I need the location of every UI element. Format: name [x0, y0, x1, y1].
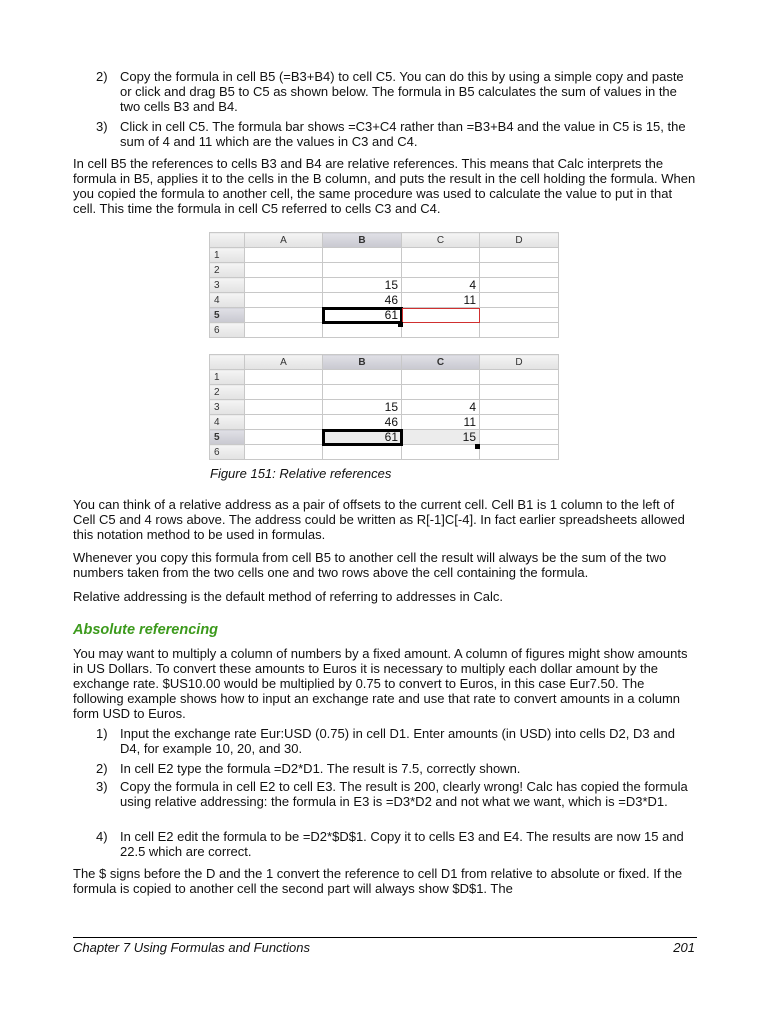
cell-a3[interactable] — [245, 278, 323, 293]
footer-chapter: Chapter 7 Using Formulas and Functions — [73, 940, 311, 955]
column-header-a[interactable]: A — [245, 355, 323, 370]
cell-b3[interactable]: 15 — [323, 400, 402, 415]
fill-handle — [475, 444, 480, 449]
column-header-d[interactable]: D — [480, 355, 559, 370]
row-header-6[interactable]: 6 — [210, 445, 245, 460]
paragraph: You can think of a relative address as a pair of offsets to the current cell. Cell B1 is 1 column to the left of Cell C5 and 4 rows above. The address could be written as R[-1]C[-4]. In fact earlier spreadsheets allowed this notation method to be used in formulas. — [73, 497, 685, 542]
corner-cell[interactable] — [210, 355, 245, 370]
cell-a4[interactable] — [245, 293, 323, 308]
paragraph: Relative addressing is the default method of referring to addresses in Calc. — [73, 589, 503, 604]
paragraph: You may want to multiply a column of numbers by a fixed amount. A column of figures might show amounts in US Dollars. To convert these amounts to Euros it is necessary to multiply each dollar amount by the exchange rate. $US10.00 would be multiplied by 0.75 to convert to Euros, in this case Eur7.50. The following example shows how to input an exchange rate and use that rate to convert amounts in a column form USD to Euros. — [73, 646, 688, 721]
table-row — [210, 278, 559, 293]
cell-a1[interactable] — [245, 370, 323, 385]
row-header-4[interactable]: 4 — [210, 415, 245, 430]
row-header-3[interactable]: 3 — [210, 278, 245, 293]
row-header-5[interactable]: 5 — [210, 308, 245, 323]
list-item — [96, 69, 696, 114]
cell-c2[interactable] — [402, 385, 480, 400]
row-header-2[interactable]: 2 — [210, 263, 245, 278]
table-row — [210, 430, 559, 445]
cell-c6[interactable] — [402, 323, 480, 338]
list-text: Copy the formula in cell B5 (=B3+B4) to cell C5. You can do this by using a simple copy and paste or click and drag B5 to C5 as shown below. The formula in B5 calculates the sum of values in the two cells B3 and B4. — [120, 69, 684, 114]
cell-d1[interactable] — [480, 248, 559, 263]
footer-divider — [73, 937, 697, 938]
cell-d3[interactable] — [480, 278, 559, 293]
figure-caption: Figure 151: Relative references — [210, 466, 392, 481]
cell-c3[interactable]: 4 — [402, 278, 480, 293]
column-header-b[interactable]: B — [323, 233, 402, 248]
cell-c5[interactable] — [402, 308, 480, 323]
table-row — [210, 323, 559, 338]
list-text: In cell E2 type the formula =D2*D1. The result is 7.5, correctly shown. — [120, 761, 521, 776]
list-number: 2) — [96, 761, 108, 776]
cell-a1[interactable] — [245, 248, 323, 263]
cell-d4[interactable] — [480, 415, 559, 430]
cell-c1[interactable] — [402, 248, 480, 263]
cell-b2[interactable] — [323, 385, 402, 400]
table-row — [210, 445, 559, 460]
list-number: 3) — [96, 779, 108, 794]
paragraph: In cell B5 the references to cells B3 and B4 are relative references. This means that Calc interprets the formula in B5, applies it to the cells in the B column, and puts the result in the cell holding the formula. When you copied the formula to another cell, the same procedure was used to calculate the value to put in that cell. This time the formula in cell C5 referred to cells C3 and C4. — [73, 156, 696, 216]
list-item — [96, 119, 696, 149]
cell-b5[interactable]: 61 — [323, 308, 402, 323]
cell-a6[interactable] — [245, 323, 323, 338]
cell-a4[interactable] — [245, 415, 323, 430]
fill-handle — [398, 322, 403, 327]
list-number: 3) — [96, 119, 108, 134]
list-number: 2) — [96, 69, 108, 84]
column-header-a[interactable]: A — [245, 233, 323, 248]
row-header-1[interactable]: 1 — [210, 370, 245, 385]
cell-d2[interactable] — [480, 263, 559, 278]
cell-b6[interactable] — [323, 445, 402, 460]
cell-b4[interactable]: 46 — [323, 293, 402, 308]
table-row — [210, 385, 559, 400]
list-text: Input the exchange rate Eur:USD (0.75) in cell D1. Enter amounts (in USD) into cells D2, D3 and D4, for example 10, 20, and 30. — [120, 726, 675, 756]
cell-d5[interactable] — [480, 308, 559, 323]
cell-a5[interactable] — [245, 430, 323, 445]
cell-d1[interactable] — [480, 370, 559, 385]
cell-c4[interactable]: 11 — [402, 293, 480, 308]
footer-page-number: 201 — [673, 940, 695, 955]
table-row — [210, 263, 559, 278]
cell-a5[interactable] — [245, 308, 323, 323]
cell-b5[interactable]: 61 — [323, 430, 402, 445]
list-item — [96, 726, 696, 756]
row-header-6[interactable]: 6 — [210, 323, 245, 338]
spreadsheet-figure-2 — [209, 354, 559, 460]
cell-d6[interactable] — [480, 323, 559, 338]
table-row — [210, 400, 559, 415]
cell-d5[interactable] — [480, 430, 559, 445]
column-header-d[interactable]: D — [480, 233, 559, 248]
cell-b3[interactable]: 15 — [323, 278, 402, 293]
corner-cell[interactable] — [210, 233, 245, 248]
cell-b2[interactable] — [323, 263, 402, 278]
paragraph: Whenever you copy this formula from cell B5 to another cell the result will always be the sum of the two numbers taken from the two cells one and two rows above the cell containing the formula. — [73, 550, 667, 580]
row-header-2[interactable]: 2 — [210, 385, 245, 400]
cell-c3[interactable]: 4 — [402, 400, 480, 415]
cell-d4[interactable] — [480, 293, 559, 308]
list-number: 1) — [96, 726, 108, 741]
cell-b6[interactable] — [323, 323, 402, 338]
cell-a2[interactable] — [245, 385, 323, 400]
spreadsheet-figure-1 — [209, 232, 559, 338]
column-header-c[interactable]: C — [402, 233, 480, 248]
list-text: Click in cell C5. The formula bar shows =C3+C4 rather than =B3+B4 and the value in C5 is 15, the sum of 4 and 11 which are the values in C3 and C4. — [120, 119, 686, 149]
table-row — [210, 308, 559, 323]
list-text: Copy the formula in cell E2 to cell E3. The result is 200, clearly wrong! Calc has copied the formula using relative addressing: the formula in E3 is =D3*D2 and not what we want, which is =D3*D1. — [120, 779, 688, 809]
cell-c1[interactable] — [402, 370, 480, 385]
cell-a6[interactable] — [245, 445, 323, 460]
cell-b4[interactable]: 46 — [323, 415, 402, 430]
cell-c6[interactable] — [402, 445, 480, 460]
table-row — [210, 248, 559, 263]
cell-c2[interactable] — [402, 263, 480, 278]
cell-d3[interactable] — [480, 400, 559, 415]
table-row — [210, 415, 559, 430]
row-header-5[interactable]: 5 — [210, 430, 245, 445]
paragraph: The $ signs before the D and the 1 convert the reference to cell D1 from relative to absolute or fixed. If the formula is copied to another cell the second part will always show $D$1. The — [73, 866, 683, 896]
cell-c5[interactable]: 15 — [402, 430, 480, 445]
table-row — [210, 370, 559, 385]
cell-a3[interactable] — [245, 400, 323, 415]
section-heading: Absolute referencing — [73, 622, 219, 638]
list-item — [96, 779, 696, 809]
cell-a2[interactable] — [245, 263, 323, 278]
cell-d2[interactable] — [480, 385, 559, 400]
cell-b1[interactable] — [323, 370, 402, 385]
list-item — [96, 829, 696, 859]
row-header-1[interactable]: 1 — [210, 248, 245, 263]
row-header-3[interactable]: 3 — [210, 400, 245, 415]
column-header-b[interactable]: B — [323, 355, 402, 370]
cell-c4[interactable]: 11 — [402, 415, 480, 430]
cell-b1[interactable] — [323, 248, 402, 263]
table-row — [210, 293, 559, 308]
list-number: 4) — [96, 829, 108, 844]
list-item — [96, 761, 696, 776]
cell-d6[interactable] — [480, 445, 559, 460]
list-text: In cell E2 edit the formula to be =D2*$D$1. Copy it to cells E3 and E4. The results are now 15 and 22.5 which are correct. — [120, 829, 684, 859]
row-header-4[interactable]: 4 — [210, 293, 245, 308]
column-header-c[interactable]: C — [402, 355, 480, 370]
